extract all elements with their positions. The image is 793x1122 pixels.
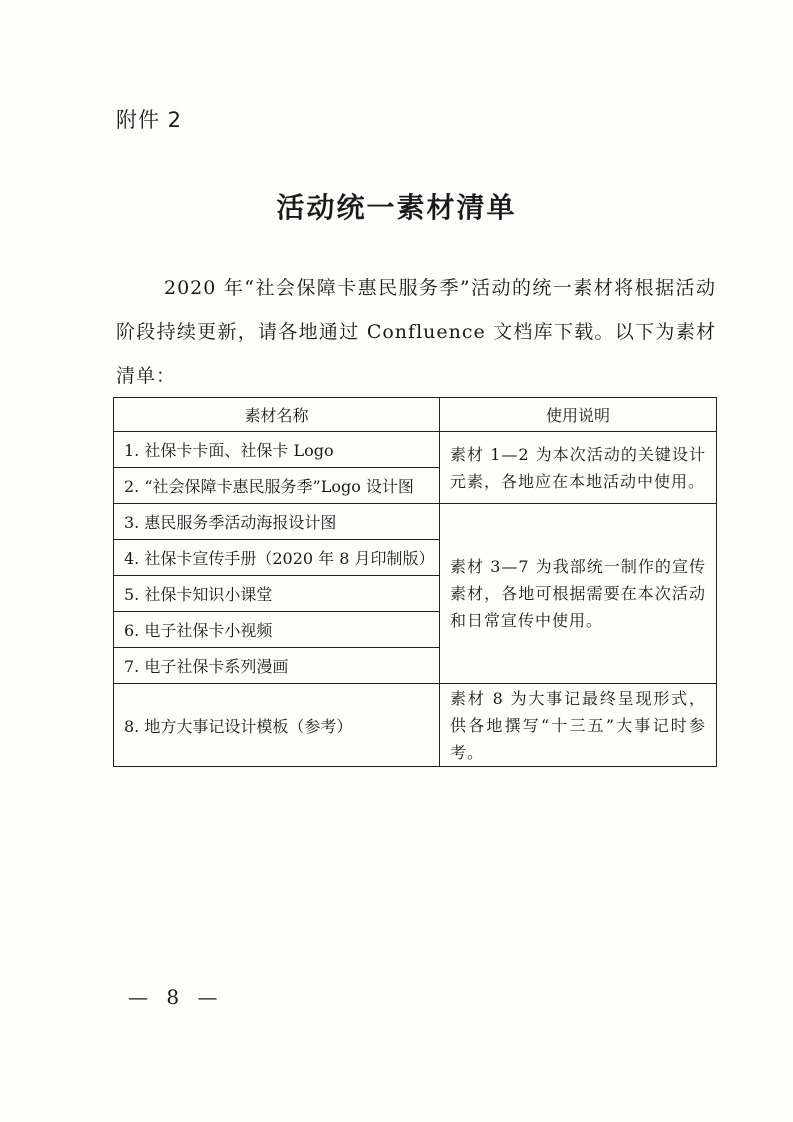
- material-name: 7. 电子社保卡系列漫画: [114, 648, 440, 684]
- table-header-row: [114, 398, 717, 432]
- usage-note: 素材 1—2 为本次活动的关键设计元素，各地应在本地活动中使用。: [440, 432, 717, 504]
- materials-table: [113, 397, 717, 767]
- material-name: 3. 惠民服务季活动海报设计图: [114, 504, 440, 540]
- usage-note: 素材 3—7 为我部统一制作的宣传素材，各地可根据需要在本次活动和日常宣传中使用。: [440, 504, 717, 684]
- intro-paragraph: 2020 年“社会保障卡惠民服务季”活动的统一素材将根据活动阶段持续更新，请各地通过 Confluence 文档库下载。以下为素材清单：: [116, 277, 716, 387]
- document-title: 活动统一素材清单: [276, 191, 517, 224]
- header-material-name: 素材名称: [114, 398, 440, 432]
- page-number: — 8 —: [128, 985, 224, 1009]
- header-usage-note: 使用说明: [440, 398, 717, 432]
- usage-note: 素材 8 为大事记最终呈现形式，供各地撰写“十三五”大事记时参考。: [440, 684, 717, 767]
- material-name: 8. 地方大事记设计模板（参考）: [114, 684, 440, 767]
- material-name: 4. 社保卡宣传手册（2020 年 8 月印制版）: [114, 540, 440, 576]
- material-name: 1. 社保卡卡面、社保卡 Logo: [114, 432, 440, 468]
- table-row: [114, 684, 717, 767]
- attachment-label: 附件 2: [116, 108, 183, 132]
- table-row: [114, 504, 717, 540]
- material-name: 6. 电子社保卡小视频: [114, 612, 440, 648]
- material-name: 5. 社保卡知识小课堂: [114, 576, 440, 612]
- table-row: [114, 432, 717, 468]
- material-name: 2. “社会保障卡惠民服务季”Logo 设计图: [114, 468, 440, 504]
